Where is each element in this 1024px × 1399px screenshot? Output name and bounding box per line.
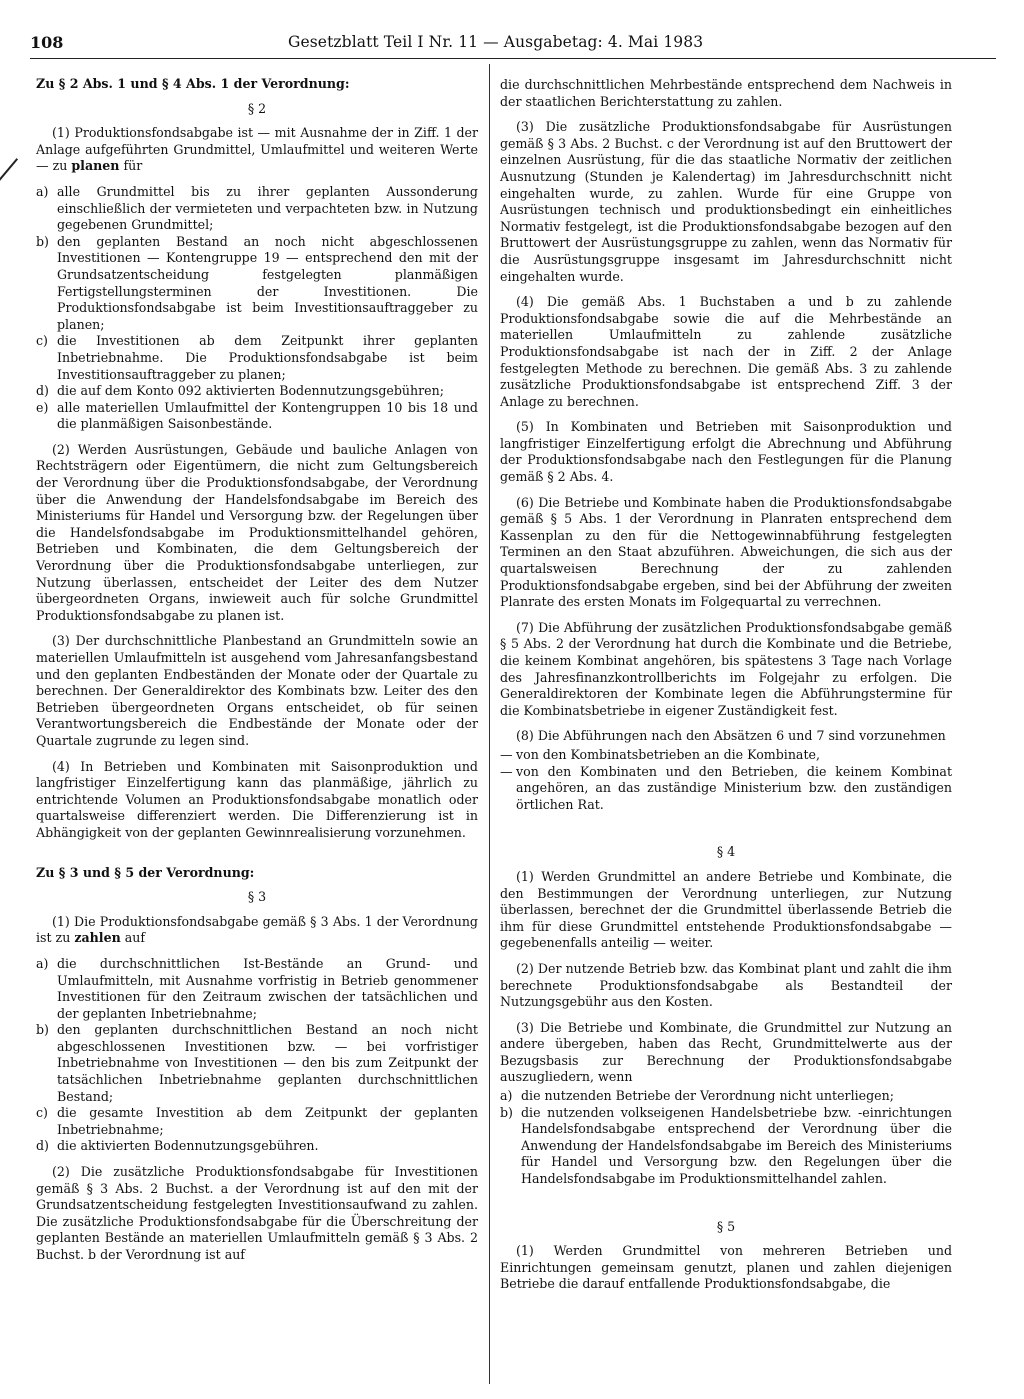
list-label: a) (500, 1088, 513, 1104)
paragraph-title-2: § 2 (247, 100, 267, 116)
list-item (36, 400, 478, 433)
paragraph-3-4: (4) Die gemäß Abs. 1 Buchstaben a und b zu zahlende Produktionsfondsabgabe sowie die auf die Mehrbestände an materiellen Umlaufmitteln zu zahlende zusätzliche Produktionsfondsabgabe ist nach der in Ziff. 2 der Anlage festgelegten Methode zu berechnen. Die gemäß Abs. 3 zu zahlende zusätzliche Produktionsfondsabgabe ist entsprechend Ziff. 3 der Anlage zu berechnen. (500, 294, 952, 409)
page-header (0, 0, 1024, 58)
text-run: (1) Die Produktionsfondsabgabe gemäß § 3 Abs. 1 der Verordnung ist zu (36, 913, 478, 946)
list-text: die Investitionen ab dem Zeitpunkt ihrer geplanten Inbetriebnahme. Die Produktionsfondsabgabe ist beim Investitionsauftraggeber zu planen; (57, 333, 478, 382)
list-label: d) (36, 383, 49, 399)
list-text: den geplanten durchschnittlichen Bestand an noch nicht abgeschlossenen Investitionen bzw. — bei vorfristiger Inbetriebnahme von Investitionen — den bis zum Zeitpunkt der tatsächlichen Inbetriebnahme geplanten durchschnittlichen Bestand; (57, 1022, 478, 1104)
paragraph-2-4: (4) In Betrieben und Kombinaten mit Saisonproduktion und langfristiger Einzelfertigung kann das planmäßige, jährlich zu entrichtende Volumen an Produktionsfondsabgabe monatlich oder quartalsweise differenziert werden. Die Differenzierung ist in Abhängigkeit von der geplanten Gewinnrealisierung vorzunehmen. (36, 758, 478, 840)
header-title: Gesetzblatt Teil I Nr. 11 — Ausgabetag: 4. Mai 1983 (288, 33, 704, 51)
list-label: b) (500, 1104, 513, 1120)
list-item (36, 333, 478, 383)
paragraph-title-4: § 4 (716, 844, 736, 860)
list-label: a) (36, 955, 49, 971)
list-label: b) (36, 1022, 49, 1038)
list-text: die nutzenden Betriebe der Verordnung nicht unterliegen; (521, 1088, 894, 1104)
list-label: c) (36, 333, 48, 349)
header-rule (30, 58, 996, 59)
right-column (500, 77, 952, 1302)
list-text: die gesamte Investition ab dem Zeitpunkt der geplanten Inbetriebnahme; (57, 1105, 478, 1137)
text-run: für (119, 158, 143, 174)
list-item (500, 1088, 952, 1105)
paragraph-2-1-intro (36, 125, 478, 175)
list-3-1 (36, 956, 478, 1155)
margin-pen-mark (0, 158, 18, 184)
paragraph-3-6: (6) Die Betriebe und Kombinate haben die Produktionsfondsabgabe gemäß § 5 Abs. 1 der Verordnung in Planraten entsprechend dem Kassenplan zu den für die Nettogewinnabführung festgelegten Terminen an den Staat abzuführen. Abweichungen, die sich aus der quartalsweisen Berechnung der zu zahlenden Produktionsfondsabgabe ergeben, sind bei der Abführung der zweiten Planrate des ersten Monats im Folgequartal zu verrechnen. (500, 494, 952, 610)
emphasis-planen: planen (71, 158, 120, 174)
list-3-8 (500, 747, 952, 813)
list-label: a) (36, 183, 49, 199)
column-divider (489, 64, 490, 1384)
page-number: 108 (30, 33, 64, 52)
paragraph-3-3: (3) Die zusätzliche Produktionsfondsabgabe für Ausrüstungen gemäß § 3 Abs. 2 Buchst. c der Verordnung ist auf den Bruttowert der einzelnen Ausrüstung, für die das staatliche Normativ der zeitlichen Ausnutzung (Stunden je Kalendertag) im Jahresdurchschnitt nicht eingehalten wurde, zu zahlen. Wurde für eine Gruppe von Ausrüstungen technisch und produktionsbedingt ein einheitliches Normativ festgelegt, ist die Produktionsfondsabgabe bezogen auf den Bruttowert der Ausrüstungsgruppe zu zahlen, wenn das Normativ für die Ausrüstungsgruppe insgesamt im Jahresdurchschnitt nicht eingehalten wurde. (500, 119, 952, 284)
paragraph-2-2: (2) Werden Ausrüstungen, Gebäude und bauliche Anlagen von Rechtsträgern oder Eigentümern, die nicht zum Geltungsbereich der Verordnung über die Produktionsfondsabgabe, der Verordnung über die Anwendung der Handelsfondsabgabe im Bereich des Ministeriums für Handel und Versorgung bzw. der Regelungen über die Handelsfondsabgabe im Produktionsmittelhandel gehören, Betrieben und Kombinaten, die dem Geltungsbereich der Verordnung über die Produktionsfondsabgabe unterliegen, zur Nutzung überlassen, entscheidet der Leiter des dem Nutzer übergeordneten Organs, inwieweit auch für solche Grundmittel Produktionsfondsabgabe zu planen ist. (36, 441, 478, 623)
paragraph-4-1: (1) Werden Grundmittel an andere Betriebe und Kombinate, die den Bestimmungen der Verordnung unterliegen, zur Nutzung überlassen, berechnet der die Grundmittel überlassende Betrieb die ihm für diese Grundmittel entstehende Produktionsfondsabgabe — gegebenenfalls anteilig — weiter. (500, 868, 952, 951)
list-label: — (500, 746, 513, 762)
paragraph-2-3: (3) Der durchschnittliche Planbestand an Grundmitteln sowie an materiellen Umlaufmitteln ist ausgehend vom Jahresanfangsbestand und den geplanten Endbeständen der Monate oder der Quartale zu berechnen. Der Generaldirektor des Kombinats bzw. Leiter des den Betrieben übergeordneten Organs entscheidet, ob für seinen Verantwortungsbereich die Endbestände der Monate oder der Quartale zugrunde zu legen sind. (36, 633, 478, 748)
paragraph-3-5: (5) In Kombinaten und Betrieben mit Saisonproduktion und langfristiger Einzelfertigung erfolgt die Abrechnung und Abführung der Produktionsfondsabgabe nach den Festlegungen für die Planung gemäß § 2 Abs. 4. (500, 419, 952, 485)
list-text: die nutzenden volkseigenen Handelsbetriebe bzw. -einrichtungen Handelsfondsabgabe entsprechend der Verordnung über die Anwendung der Handelsfondsabgabe im Bereich des Ministeriums für Handel und Versorgung bzw. den Regelungen über die Handelsfondsabgabe im Produktionsmittelhandel zahlen. (521, 1104, 952, 1187)
list-text: alle materiellen Umlaufmittel der Kontengruppen 10 bis 18 und die planmäßigen Saisonbestände. (57, 399, 478, 432)
text-run: auf (120, 930, 146, 946)
list-text: die durchschnittlichen Ist-Bestände an Grund- und Umlaufmitteln, mit Ausnahme vorfristig in Betrieb genommener Investitionen für den Zeitraum zwischen der tatsächlichen und der geplanten Inbetriebnahme; (57, 955, 478, 1021)
list-item (500, 747, 952, 764)
list-text: alle Grundmittel bis zu ihrer geplanten Aussonderung einschließlich der vermieteten und verpachteten bzw. in Nutzung gegebenen Grundmittel; (57, 183, 478, 233)
list-item (36, 956, 478, 1022)
list-item (500, 764, 952, 814)
paragraph-3-1-intro (36, 914, 478, 947)
list-label: d) (36, 1138, 49, 1154)
list-item (36, 234, 478, 334)
list-text: von den Kombinaten und den Betrieben, die keinem Kombinat angehören, an das zuständige Ministerium bzw. den zuständigen örtlichen Rat. (516, 763, 952, 812)
list-text: die aktivierten Bodennutzungsgebühren. (57, 1138, 319, 1154)
list-text: die auf dem Konto 092 aktivierten Bodennutzungsgebühren; (57, 383, 444, 399)
section-heading-3-5: Zu § 3 und § 5 der Verordnung: (36, 864, 255, 880)
spacer (500, 1197, 952, 1211)
list-item (36, 184, 478, 234)
paragraph-title-3: § 3 (247, 889, 267, 905)
list-label: — (500, 763, 513, 779)
spacer (500, 822, 952, 836)
list-4-3 (500, 1088, 952, 1188)
paragraph-4-3-intro: (3) Die Betriebe und Kombinate, die Grundmittel zur Nutzung an andere übergeben, haben das Recht, Grundmittelwerte aus der Bezugsbasis zur Berechnung der Produktionsfondsabgabe auszugliedern, wenn (500, 1019, 952, 1085)
section-heading-2-4: Zu § 2 Abs. 1 und § 4 Abs. 1 der Verordnung: (36, 76, 350, 91)
paragraph-title-5: § 5 (716, 1218, 736, 1234)
list-text: von den Kombinatsbetrieben an die Kombinate, (516, 746, 820, 762)
paragraph-4-2: (2) Der nutzende Betrieb bzw. das Kombinat plant und zahlt die ihm berechnete Produktionsfondsabgabe als Bestandteil der Nutzungsgebühr aus den Kosten. (500, 960, 952, 1010)
list-2-1 (36, 184, 478, 433)
paragraph-3-7: (7) Die Abführung der zusätzlichen Produktionsfondsabgabe gemäß § 5 Abs. 2 der Verordnung hat durch die Kombinate und die Betriebe, die keinem Kombinat angehören, bis spätestens 3 Tage nach Vorlage des Jahresfinanzkontrollberichts im Folgejahr zu erfolgen. Die Generaldirektoren der Kombinate legen die Abführungstermine für die Kombinatsbetriebe in eigener Zuständigkeit fest. (500, 619, 952, 718)
list-item (500, 1105, 952, 1188)
list-item (36, 1138, 478, 1155)
spacer (36, 851, 478, 865)
list-item (36, 1105, 478, 1138)
left-column (36, 76, 478, 1273)
text-run: (1) Produktionsfondsabgabe ist — mit Ausnahme der in Ziff. 1 der Anlage aufgeführten Grundmittel, Umlaufmittel und weiteren Werte — zu (36, 125, 478, 174)
list-label: e) (36, 399, 49, 415)
list-item (36, 383, 478, 400)
emphasis-zahlen: zahlen (74, 930, 121, 946)
list-label: b) (36, 233, 49, 249)
paragraph-3-8-intro: (8) Die Abführungen nach den Absätzen 6 und 7 sind vorzunehmen (516, 728, 946, 744)
list-label: c) (36, 1105, 48, 1121)
paragraph-3-2: (2) Die zusätzliche Produktionsfondsabgabe für Investitionen gemäß § 3 Abs. 2 Buchst. a der Verordnung ist auf den mit der Grundsatzentscheidung festgelegten Investitionsaufwand zu zahlen. Die zusätzliche Produktionsfondsabgabe für die Überschreitung der geplanten Bestände an materiellen Umlaufmitteln gemäß § 3 Abs. 2 Buchst. b der Verordnung ist auf (36, 1164, 478, 1262)
paragraph-3-2-continued: die durchschnittlichen Mehrbestände entsprechend dem Nachweis in der staatlichen Berichterstattung zu zahlen. (500, 77, 952, 109)
list-text: den geplanten Bestand an noch nicht abgeschlossenen Investitionen — Kontengruppe 19 — entsprechend den mit der Grundsatzentscheidung festgelegten planmäßigen Fertigstellungsterminen der Investitionen. Die Produktionsfondsabgabe ist beim Investitionsauftraggeber zu planen; (57, 233, 478, 332)
paragraph-5-1: (1) Werden Grundmittel von mehreren Betrieben und Einrichtungen gemeinsam genutzt, planen und zahlen diejenigen Betriebe die darauf entfallende Produktionsfondsabgabe, die (500, 1243, 952, 1292)
list-item (36, 1022, 478, 1105)
